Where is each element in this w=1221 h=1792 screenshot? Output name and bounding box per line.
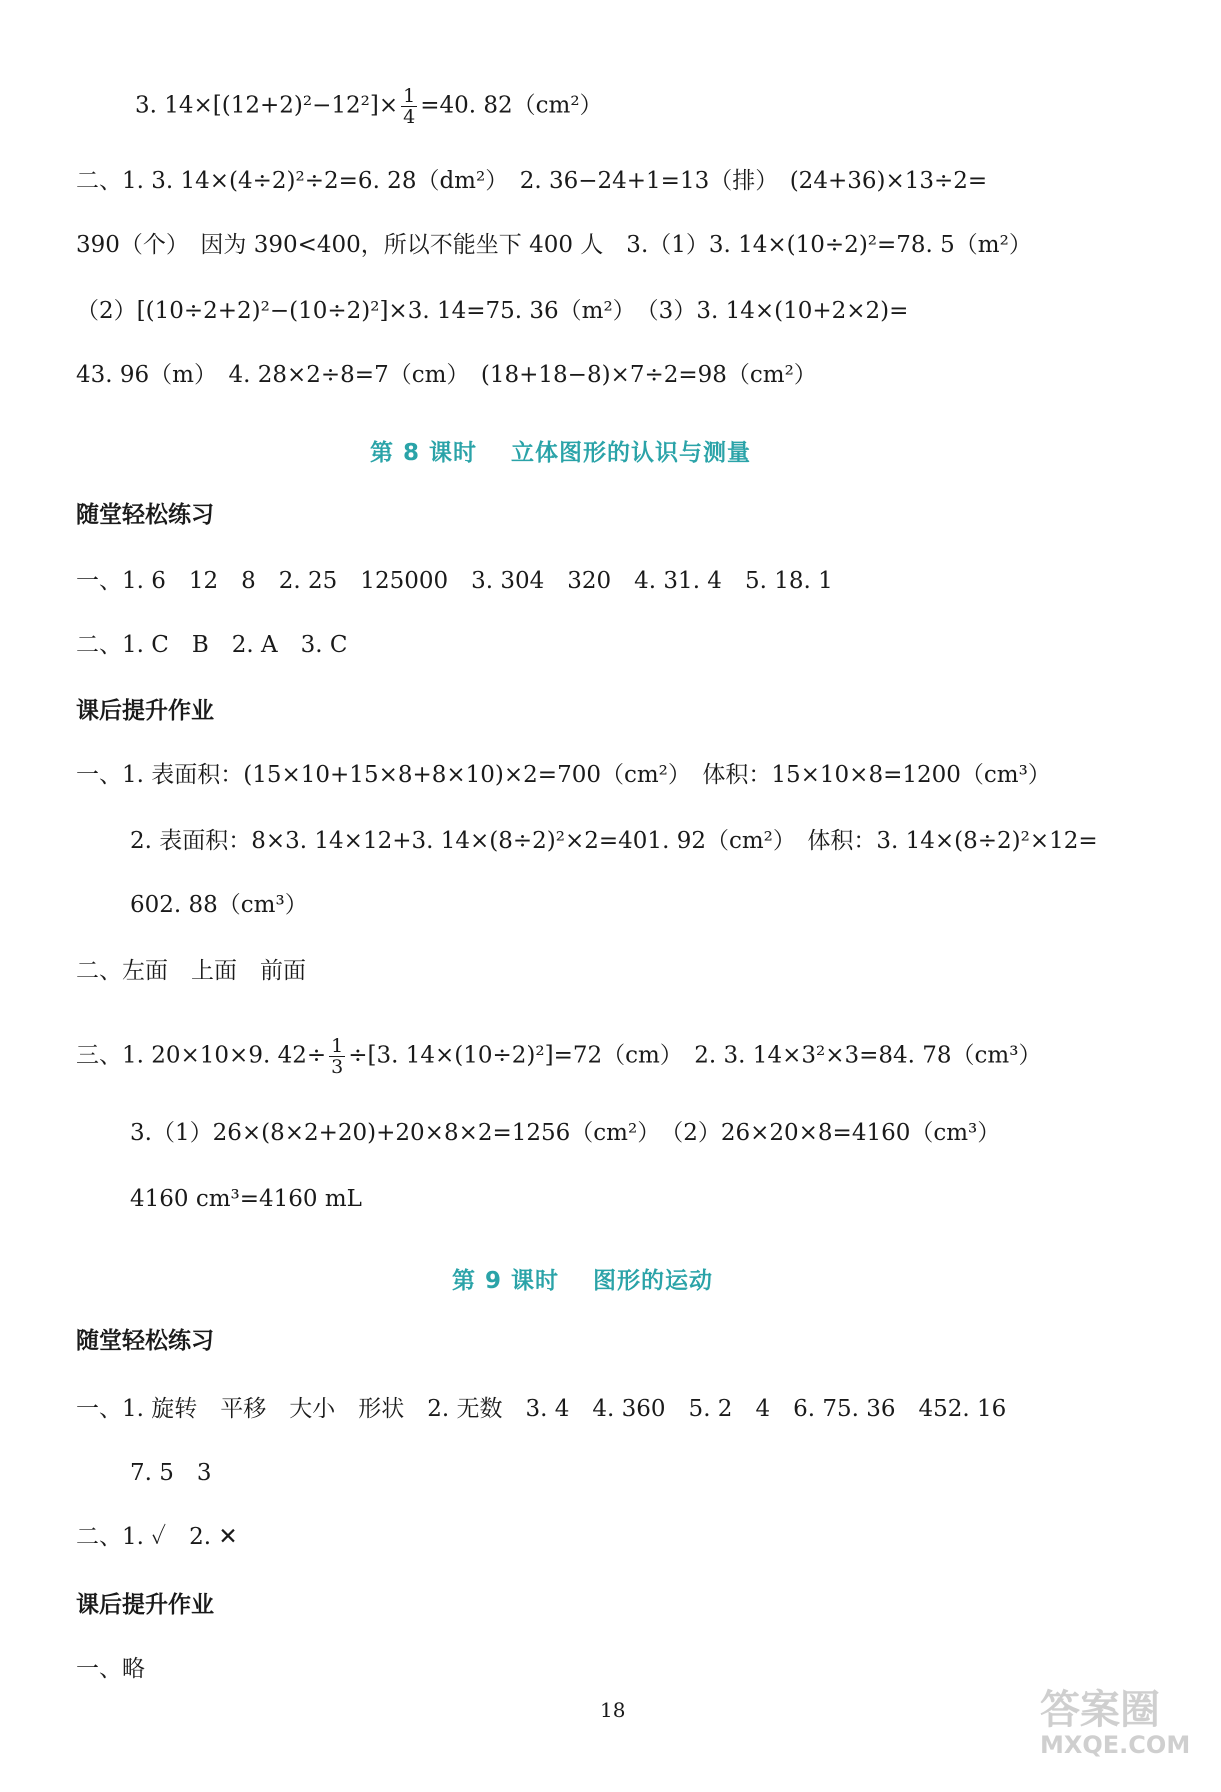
lesson-8-homework-line-5-b: ÷[3. 14×(10÷2)²]=72（cm） 2. 3. 14×3²×3=84. 78（cm³） [348,1042,1042,1069]
top-line-5: 43. 96（m） 4. 28×2÷8=7（cm） (18+18−8)×7÷2=98（cm²） [76,362,817,388]
top-line-3: 390（个） 因为 390<400，所以不能坐下 400 人 3.（1）3. 14×(10÷2)²=78. 5（m²） [76,232,1032,258]
top-line-2: 二、1. 3. 14×(4÷2)²÷2=6. 28（dm²） 2. 36−24+1=13（排） (24+36)×13÷2= [76,168,988,194]
lesson-9-number: 第 9 课时 [452,1268,560,1294]
lesson-9-section-homework: 课后提升作业 [76,1592,214,1618]
lesson-8-section-homework: 课后提升作业 [76,698,214,724]
lesson-8-number: 第 8 课时 [370,440,478,466]
page-number: 18 [600,1698,626,1722]
lesson-9-homework-line-1: 一、略 [76,1656,145,1682]
top-line-1-a: 3. 14×[(12+2)²−12²]× [135,92,399,119]
lesson-8-homework-line-5 [76,1036,1041,1077]
lesson-9-section-practice: 随堂轻松练习 [76,1328,214,1354]
lesson-8-practice-line-1: 一、1. 6 12 8 2. 25 125000 3. 304 320 4. 31. 4 5. 18. 1 [76,568,833,594]
watermark-logo [1040,1688,1190,1758]
top-line-1 [135,86,603,127]
lesson-9-practice-line-1: 一、1. 旋转 平移 大小 形状 2. 无数 3. 4 4. 360 5. 2 4 6. 75. 36 452. 16 [76,1396,1007,1422]
lesson-8-homework-line-1: 一、1. 表面积：(15×10+15×8+8×10)×2=700（cm²） 体积：15×10×8=1200（cm³） [76,762,1051,788]
watermark-bottom-text: MXQE.COM [1040,1731,1191,1759]
lesson-8-title [370,434,751,467]
lesson-8-homework-line-2: 2. 表面积：8×3. 14×12+3. 14×(8÷2)²×2=401. 92（cm²） 体积：3. 14×(8÷2)²×12= [130,828,1098,854]
lesson-8-homework-line-7: 4160 cm³=4160 mL [130,1186,362,1212]
top-line-4: （2）[(10÷2+2)²−(10÷2)²]×3. 14=75. 36（m²） （3）3. 14×(10+2×2)= [76,298,909,324]
fraction-one-quarter [401,86,417,127]
lesson-8-homework-line-5-a: 三、1. 20×10×9. 42÷ [76,1042,327,1069]
fraction-denominator: 4 [403,106,416,128]
lesson-8-homework-line-4: 二、左面 上面 前面 [76,958,306,984]
lesson-9-practice-line-3: 二、1. ✓ 2. ✕ [76,1524,238,1550]
top-line-1-b: =40. 82（cm²） [420,92,603,119]
watermark-top-text: 答案圈 [1040,1687,1160,1733]
fraction-one-third [329,1036,345,1077]
lesson-8-homework-line-3: 602. 88（cm³） [130,892,308,918]
lesson-9-title [452,1262,713,1295]
fraction-denominator: 3 [331,1056,344,1078]
fraction-numerator: 1 [331,1035,344,1057]
fraction-numerator: 1 [403,85,416,107]
lesson-9-topic: 图形的运动 [593,1268,714,1294]
lesson-8-practice-line-2: 二、1. C B 2. A 3. C [76,632,348,658]
lesson-8-section-practice: 随堂轻松练习 [76,502,214,528]
lesson-9-practice-line-2: 7. 5 3 [130,1460,212,1486]
lesson-8-homework-line-6: 3.（1）26×(8×2+20)+20×8×2=1256（cm²） （2）26×20×8=4160（cm³） [130,1120,1001,1146]
lesson-8-topic: 立体图形的认识与测量 [511,440,752,466]
